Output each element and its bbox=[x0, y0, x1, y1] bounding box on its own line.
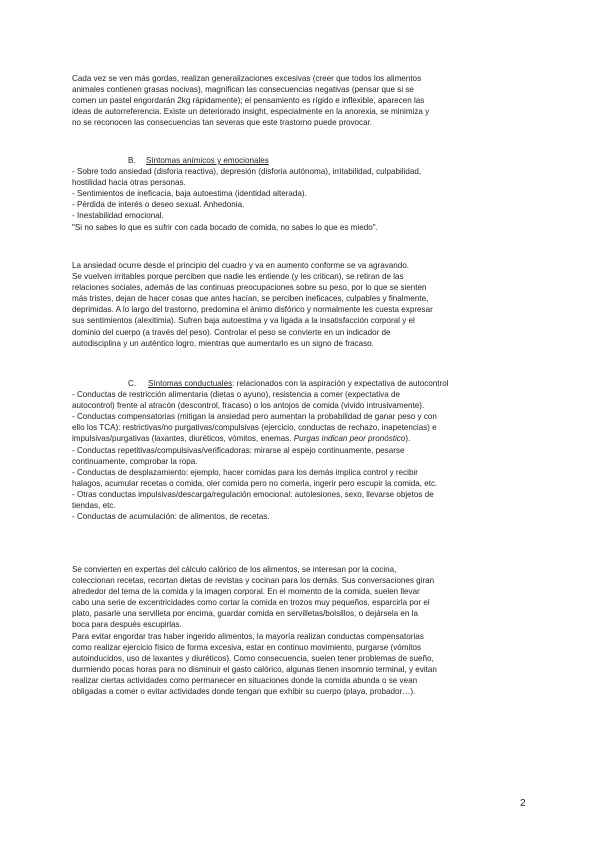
section-c-title: Síntomas conductuales bbox=[148, 379, 233, 388]
list-item: - Conductas de acumulación: de alimentos, de recetas. bbox=[72, 512, 270, 522]
list-item: - Conductas de desplazamiento: ejemplo, hacer comidas para los demás implica control y recibir bbox=[72, 467, 418, 477]
list-item: - Conductas de restricción alimentaria (dietas o ayuno), resistencia a comer (expectativa de bbox=[72, 390, 400, 400]
list-item: hostilidad hacia otras personas. bbox=[72, 178, 186, 188]
section-c-heading bbox=[72, 378, 532, 389]
text-line: coleccionan recetas, recortan dietas de revistas y cocinan para los demás. Sus conversaciones giran bbox=[72, 576, 435, 586]
text-line: plato, pasarle una servilleta por encima, guardar comida en servilletas/bolsillos, o dejársela en la bbox=[72, 609, 418, 619]
list-item: - Inestabilidad emocional. bbox=[72, 211, 164, 221]
purge-text: impulsivas/purgativas (laxantes, diuréticos, vómitos, enemas. bbox=[72, 434, 292, 444]
text-line: autoinducidos, uso de laxantes y diuréticos). Como consecuencia, suelen tener problemas de sueño, bbox=[72, 653, 434, 663]
text-line: ideas de autorreferencia. Existe un deteriorado insight, especialmente en la anorexia, se minimiza y bbox=[72, 107, 430, 117]
purge-italic: Purgas indican peor pronóstico bbox=[293, 434, 406, 444]
list-item: ello los TCA): restrictivas/no purgativas/compulsivas (ejercicio, conductas de rechazo, inapetencias) e bbox=[72, 423, 437, 433]
list-item: - Sobre todo ansiedad (disforia reactiva), depresión (disforia autónoma), irritabilidad, culpabilidad, bbox=[72, 167, 422, 177]
section-b bbox=[72, 155, 532, 233]
list-item: - Conductas repetitivas/compulsivas/verificadoras: mirarse al espejo continuamente, pesarse bbox=[72, 445, 405, 455]
list-item: - Pérdida de interés o deseo sexual. Anhedonia. bbox=[72, 200, 245, 210]
text-line: como realizar ejercicio físico de forma excesiva, estar en continuo movimiento, purgarse (vómitos bbox=[72, 642, 422, 652]
text-line: boca para después escupirlas. bbox=[72, 620, 182, 630]
section-c-letter: C. bbox=[128, 379, 137, 388]
text-line: más tristes, dejan de hacer cosas que antes hacían, se perciben ineficaces, culpables y finalmente, bbox=[72, 294, 429, 304]
text-line: sus sentimientos (alexitimia). Sufren baja autoestima y va ligada a la insatisfacción corporal y el bbox=[72, 316, 415, 326]
text-line: comen un pastel engordarán 2kg rápidamente); el pensamiento es rígido e inflexible, aparecen las bbox=[72, 96, 425, 106]
text-line: relaciones sociales, además de las continuas preocupaciones sobre su peso, por lo que se sienten bbox=[72, 283, 427, 293]
list-item: tiendas, etc. bbox=[72, 501, 116, 511]
text-line: obligadas a comer o evitar actividades donde tengan que exhibir su cuerpo (playa, probador…). bbox=[72, 687, 416, 697]
text-line: deprimidas. A lo largo del trastorno, predomina el ánimo disfórico y normalmente les cuesta expresar bbox=[72, 305, 433, 315]
page-number: 2 bbox=[520, 798, 526, 809]
text-line: dominio del cuerpo (a través del peso). Controlar el peso se convierte en un indicador de bbox=[72, 327, 391, 337]
list-item: autocontrol) frente al atracón (descontrol, fracaso) o los antojos de comida (vivido intrusivamente). bbox=[72, 401, 425, 411]
section-c bbox=[72, 378, 532, 522]
paragraph-cognitive-distortions bbox=[72, 73, 532, 128]
quote-line: "Si no sabes lo que es sufrir con cada bocado de comida, no sabes lo que es miedo". bbox=[72, 222, 378, 232]
list-item: - Conductas compensatorias (mitigan la ansiedad pero aumentan la probabilidad de ganar peso y con bbox=[72, 412, 437, 422]
list-item: halagos, acumular recetas o comida, oler comida pero no comerla, ingerir pero escupir la comida, etc. bbox=[72, 478, 438, 488]
text-line: animales contienen grasas nocivas), magnifican las consecuencias negativas (pensar que si se bbox=[72, 85, 414, 95]
list-item: continuamente, comprobar la ropa. bbox=[72, 456, 198, 466]
text-line: no se reconocen las consecuencias tan severas que este trastorno puede provocar. bbox=[72, 118, 373, 128]
text-line: Se vuelven irritables porque perciben que nadie les entiende (y les critican), se retiran de las bbox=[72, 272, 404, 282]
section-b-heading bbox=[72, 155, 532, 166]
text-line: alrededor del tema de la comida y la imagen corporal. En el momento de la comida, suelen llevar bbox=[72, 587, 420, 597]
text-line: cabo una serie de excentricidades como cortar la comida en trozos muy pequeños, esparcirla por el bbox=[72, 598, 430, 608]
section-c-title-rest: : relacionados con la aspiración y expectativa de autocontrol bbox=[232, 379, 449, 388]
list-item bbox=[72, 433, 532, 444]
purge-end: ). bbox=[405, 434, 411, 444]
text-line: realizar ciertas actividades como permanecer en situaciones donde la comida abunda o se vean bbox=[72, 675, 418, 685]
paragraph-food-expertise bbox=[72, 564, 532, 697]
list-item: - Otras conductas impulsivas/descarga/regulación emocional: autolesiones, sexo, llevarse objetos de bbox=[72, 489, 434, 499]
section-b-title: Síntomas anímicos y emocionales bbox=[146, 156, 269, 165]
text-line: Cada vez se ven más gordas, realizan generalizaciones excesivas (creer que todos los alimentos bbox=[72, 74, 422, 83]
list-item: - Sentimientos de ineficacia, baja autoestima (identidad alterada). bbox=[72, 189, 307, 199]
text-line: Se convierten en expertas del cálculo calórico de los alimentos, se interesan por la cocina, bbox=[72, 565, 397, 574]
text-line: La ansiedad ocurre desde el principio del cuadro y va en aumento conforme se va agravando. bbox=[72, 261, 410, 270]
paragraph-anxiety bbox=[72, 260, 532, 349]
section-b-letter: B. bbox=[128, 156, 136, 165]
text-line: Para evitar engordar tras haber ingerido alimentos, la mayoría realizan conductas compensatorias bbox=[72, 631, 424, 641]
text-line: autodisciplina y un auténtico logro, mientras que aumentarlo es un signo de fracaso. bbox=[72, 338, 374, 348]
text-line: durmiendo pocas horas para no disminuir el gasto calórico, algunas tienen insomnio terminal, y evitan bbox=[72, 664, 437, 674]
